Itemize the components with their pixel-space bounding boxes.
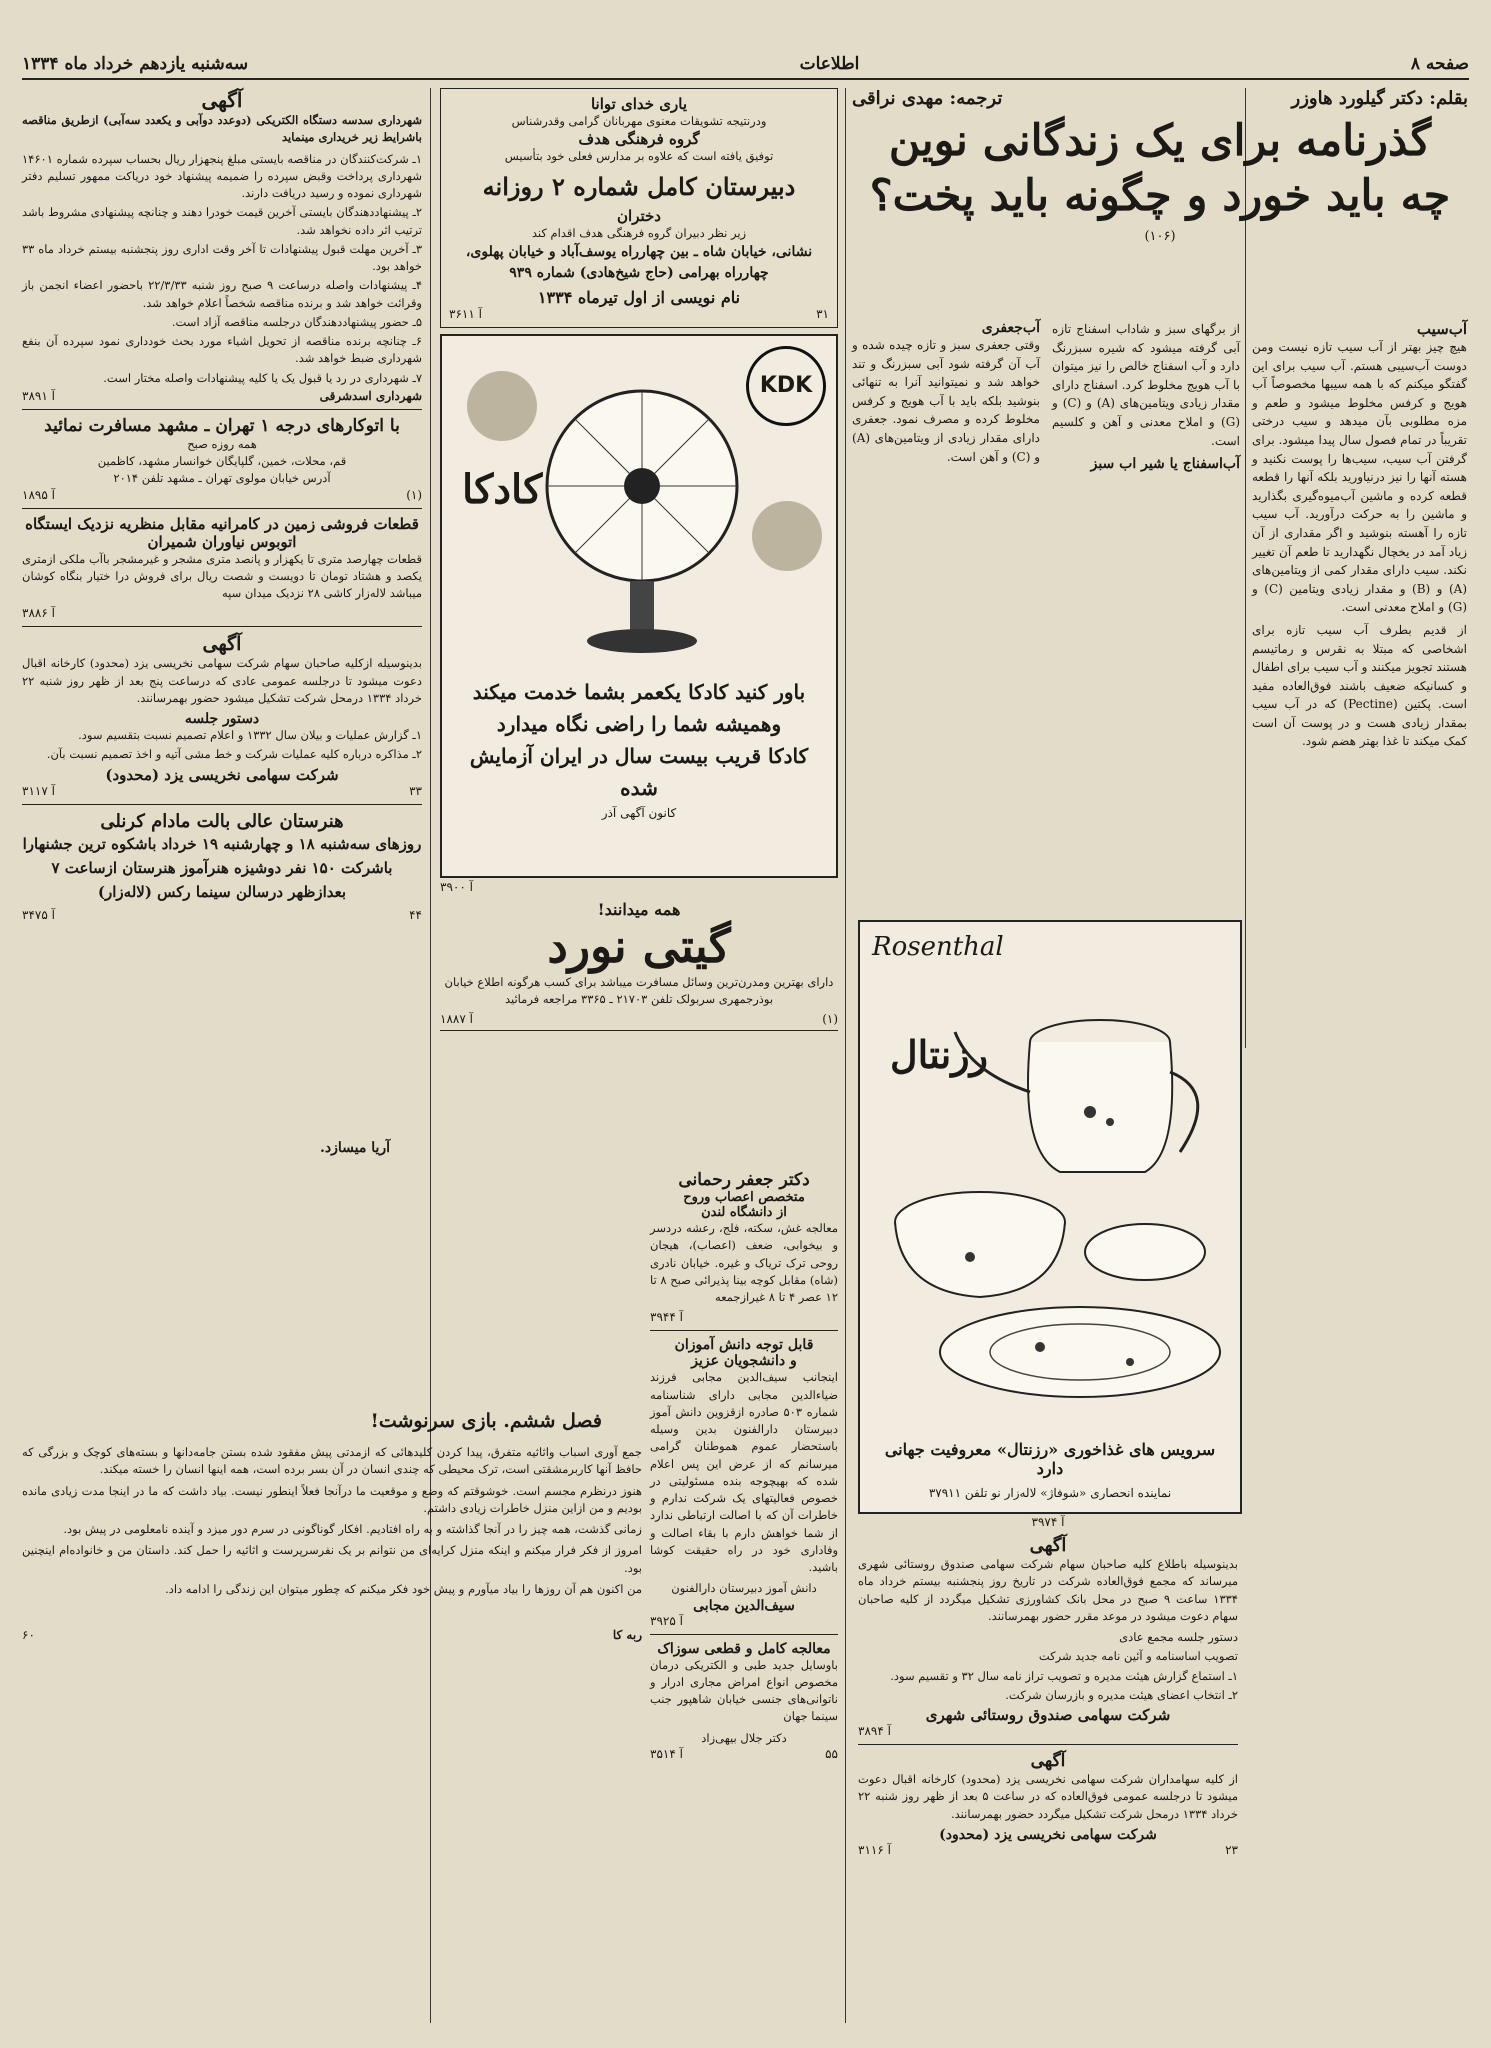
ad-item: ۱ـ شرکت‌کنندگان در مناقصه بایستی مبلغ پنجهزار ریال بحساب سپرده شماره ۱۴۶۰۱ شهرداری پرداخت وقبض سپرده را ضمیمه پیشنهاد خود دریاکت ممهور تسلیم دفتر شهرداری نموده و رسید دریافت دارند. bbox=[22, 151, 422, 200]
ad-item: ۷ـ شهرداری در رد یا قبول یک یا کلیه پیشنهادات واصله مختار است. bbox=[103, 370, 422, 385]
agenda-title: دستور جلسه bbox=[184, 711, 260, 727]
ad-title: آگهی bbox=[202, 633, 242, 656]
agahi-rural-fund bbox=[858, 1535, 1238, 1857]
agenda-item: ۲ـ مذاکره درباره کلیه عملیات شرکت و خط مشی آتیه و اخذ تصمیم نسبت بآن. bbox=[46, 747, 422, 762]
ballet-ad-body: روزهای سه‌شنبه ۱۸ و چهارشنبه ۱۹ خرداد باشکوه ترین جشنهارا باشرکت ۱۵۰ نفر دوشیزه هنرآموز هنرستان ازساعت ۷ بعدازظهر درسالن سینما رکس (لاله‌زار) bbox=[22, 834, 422, 901]
ad-line: دختران bbox=[617, 206, 661, 225]
registration-note: نام نویسی از اول تیرماه ۱۳۳۴ bbox=[537, 287, 741, 307]
column-rule bbox=[845, 88, 846, 2023]
fiction-serial bbox=[22, 1410, 642, 1642]
slogan-line: باور کنید کادکا یکعمر بشما خدمت میکند bbox=[472, 679, 806, 704]
rosenthal-logo: Rosenthal bbox=[872, 932, 1004, 962]
issue-date: سه‌شنبه یازدهم خرداد ماه ۱۳۳۴ bbox=[22, 54, 249, 74]
middle-narrow-column bbox=[650, 1170, 838, 1761]
ad-code: آ ۳۴۷۵ bbox=[22, 907, 55, 922]
hadaf-school-ad bbox=[440, 88, 838, 328]
ad-title: آگهی bbox=[1030, 1751, 1066, 1771]
ad-code: آ ۳۹۰۰ bbox=[440, 879, 473, 894]
column-rule bbox=[430, 88, 431, 2023]
feature-subtitle: چه باید خورد و چگونه باید پخت؟ bbox=[869, 170, 1451, 221]
ad-subtitle: شهرداری سدسه دستگاه الکتریکی (دوعدد دوآبی و یکعدد سه‌آبی) ازطریق مناقصه باشرایط زیر خریداری مینماید bbox=[22, 113, 422, 145]
ad-code: آ ۳۶۱۱ bbox=[449, 306, 482, 321]
ad-line: گروه فرهنگی هدف bbox=[578, 130, 700, 149]
feature-column-1 bbox=[1252, 320, 1467, 755]
school-title: دبیرستان کامل شماره ۲ روزانه bbox=[482, 171, 796, 201]
part-number: (۱۰۶) bbox=[1144, 228, 1176, 244]
section-body: وقتی جعفری سبز و تازه چیده شده و آب آن گرفته شود آبی سبزرنگ و تند خواهد شد و نمیتوانید آنرا به تنهائی بنوشید بلکه باید با آب هویج و کرفس مخلوط کرده و مصرف نمود. جعفری دارای مقدار زیادی از ویتامین‌های (A) و (C) و آهن است. bbox=[852, 338, 1040, 464]
rosenthal-agent: نماینده انحصاری «شوفاژ» لاله‌زار نو تلفن ۳۷۹۱۱ bbox=[928, 1486, 1172, 1500]
ad-line: زیر نظر دبیران گروه فرهنگی هدف اقدام کند bbox=[531, 225, 747, 240]
agenda-item: ۲ـ انتخاب اعضای هیئت مدیره و بازرسان شرکت. bbox=[1005, 1687, 1238, 1702]
giti-navard-ad bbox=[440, 900, 838, 1032]
ad-item: ۴ـ پیشنهادات واصله درساعت ۹ صبح روز شنبه ۲۲/۳/۳۳ باحضور اعضاء انجمن باز وقرائت خواهد شد و برنده مناقصه شخصاً اعلام خواهد شد. bbox=[22, 278, 423, 310]
students-body: اینجانب سیف‌الدین مجابی فرزند ضیاءالدین مجابی دارای شناسنامه شماره ۵۰۳ صادره ازقزوین دانش آموز دبیرستان دارالفنون بدین وسیله باستحضار عموم هموطنان گرامی میرسانم که از عرض این پس اعلام شده که بهیچوجه بنده مسئولیتی در خصوص فعالیتهای یک شرکت ندارم و خاطرات آن که با اصالت ارتباطی ندارد از شما خواهش دارم با بقاء اصالت و وفاداری خود در راه حقیقت کوشا باشید. bbox=[650, 1370, 838, 1574]
rosenthal-ad bbox=[858, 920, 1242, 1514]
giti-brand: گیتی نورد bbox=[547, 918, 731, 973]
kdk-slogan bbox=[456, 676, 822, 823]
ad-body: از کلیه سهامداران شرکت سهامی نخریسی یزد (محدود) کارخانه اقبال دعوت میشود تا درجلسه عمومی فوق‌العاده که در ساعت ۵ بعد از ظهر روز شنبه ۲۲ خرداد ۱۳۳۴ درمحل شرکت تشکیل میگردد حضور بهمرسانند. bbox=[858, 1772, 1238, 1821]
middle-column bbox=[440, 88, 838, 1037]
doctor-univ: از دانشگاه لندن bbox=[701, 1205, 787, 1220]
students-title: قابل توجه دانش آموزان bbox=[674, 1337, 814, 1354]
ad-item: ۵ـ حضور پیشنهاددهندگان درجلسه مناقصه آزاد است. bbox=[171, 314, 422, 329]
bus-line: آدرس خیابان مولوی تهران ـ مشهد تلفن ۲۰۱۴ bbox=[113, 471, 331, 486]
ad-line: توفیق یافته است که علاوه بر مدارس فعلی خود بتأسیس bbox=[504, 149, 774, 164]
ad-body: بدینوسیله ازکلیه صاحبان سهام شرکت سهامی نخریسی یزد (محدود) کارخانه اقبال دعوت میشود تا درجلسه عمومی عادی که درساعت پنج بعد از ظهر روز شنبه ۲۲ خرداد ۱۳۳۴ درمحل شرکت تشکیل میشود حضور بهمرسانند. bbox=[22, 656, 422, 705]
ad-item: ۳ـ آخرین مهلت قبول پیشنهادات تا آخر وقت اداری روز پنجشنبه بیستم خرداد ماه ۳۳ خواهد بود. bbox=[22, 241, 422, 273]
section-heading: آب‌جعفری bbox=[981, 320, 1040, 336]
kdk-brand: کادکا bbox=[462, 465, 543, 513]
ad-code: آ ۳۱۱۷ bbox=[22, 783, 55, 798]
slogan-line: کادکا قریب بیست سال در ایران آزمایش شده bbox=[469, 743, 809, 800]
ad-num: (۱) bbox=[822, 1012, 838, 1027]
ad-item: ۲ـ پیشنهاددهندگان بایستی آخرین قیمت خودرا دهند و چنانچه پیشنهادی مشروط باشد ترتیب اثر داده نخواهد شد. bbox=[22, 205, 422, 237]
ad-line: همه میدانند! bbox=[597, 899, 681, 919]
fiction-paragraph: جمع آوری اسباب واثاثیه متفرق، پیدا کردن کلیدهائی که ازمدتی پیش مفقود شده بستن جامه‌دانها و بسته‌های کوچک و بزرگی که حافظ آنها کاربرمشقتی است، ترک محیطی که چندی انسان در آن بسر برده است، همه اینها انسان را خسته میکند. bbox=[22, 1445, 642, 1477]
arya-note: آریا میسازد. bbox=[320, 1140, 391, 1156]
section-body: هیچ چیز بهتر از آب سیب تازه نیست ومن دوست آب‌سیبی هستم. آب سیب برای این گفتگو میکنم که با همه سیبها مخصوصاً آب هویج و کرفس مخلوط میشود و طعم و مزه مطلوبی بآن میدهد و سیب درختی تقریباً در تمام فصول سال پیدا میشود. برای گرفتن آب سیب، سیب‌ها را پوست نکنید و هسته آنها را نیز درنیاورید بلکه آنها را قطعه قطعه کرده و ماشین آب‌میوه‌گیری بگذارید و ماشین را به حرکت درآورید. آب سیب تازه را آهسته بنوشید و اگر مقداری از آن زیاد آمد در یخچال نگهدارید تا طعم آن تغییر نکند. سیب دارای مقدار کمی از ویتامین‌های (A) و (B) و مقدار زیادی ویتامین (C) و (G) و املاح معدنی است. bbox=[1252, 340, 1467, 615]
doctor-spec: متخصص اعصاب وروح bbox=[683, 1190, 805, 1205]
ad-line: ودرنتیجه تشویقات معنوی مهربانان گرامی وقدرشناس bbox=[511, 114, 767, 128]
rosenthal-caption: سرویس های غذاخوری «رزنتال» معروفیت جهانی دارد bbox=[870, 1440, 1230, 1478]
ad-num: ۴۴ bbox=[409, 907, 422, 922]
students-signature: دانش آموز دبیرستان دارالفنون bbox=[671, 1581, 817, 1596]
ad-code: آ ۱۸۹۵ bbox=[22, 487, 55, 502]
section-body: از برگهای سبز و شاداب اسفناج تازه آبی گرفته میشود که شیره سبزرنگ دارد و آب اسفناج خالص را نیز میتوان با آب هویج مخلوط کرد. اسفناج دارای مقدار زیادی ویتامین‌های (A) و (C) و (G) و املاح معدنی و آهن و کلسیم است. bbox=[1052, 322, 1240, 448]
section-heading: آب‌اسفناج یا شیر اب سبز bbox=[1090, 456, 1240, 473]
ad-code: آ ۳۵۱۴ bbox=[650, 1746, 683, 1761]
ad-code: آ ۳۸۹۱ bbox=[22, 388, 55, 403]
doctor-body: معالجه غش، سکته، فلج، رعشه دردسر و بیخوابی، ضعف (اعصاب)، هیجان روحی ترک تریاک و غیره. خیابان نادری (شاه) مقابل کوچه بینا پذیرائی صبح ۸ تا ۱۲ عصر ۴ تا ۸ غیرازجمعه bbox=[650, 1221, 838, 1304]
ad-signature: شرکت سهامی نخریسی یزد (محدود) bbox=[105, 765, 339, 784]
left-column bbox=[22, 88, 422, 922]
electro-title: معالجه کامل و قطعی سوزاک bbox=[657, 1640, 831, 1657]
ad-code: آ ۳۸۸۶ bbox=[22, 606, 55, 621]
school-address: نشانی، خیابان شاه ـ بین چهارراه یوسف‌آباد و خیابان پهلوی، چهارراه بهرامی (حاج شیخ‌هادی) شماره ۹۳۹ bbox=[465, 243, 813, 281]
students-signature-name: سیف‌الدین مجابی bbox=[693, 1597, 795, 1614]
agenda-item: دستور جلسه مجمع عادی bbox=[1119, 1630, 1238, 1644]
ballet-ad-title: هنرستان عالی بالت مادام کرنلی bbox=[100, 810, 344, 832]
agenda-item: ۱ـ استماع گزارش هیئت مدیره و تصویب تراز نامه سال ۳۲ و تقسیم سود. bbox=[890, 1668, 1238, 1683]
ad-code: آ ۳۸۹۴ bbox=[858, 1724, 891, 1738]
feature-title: گذرنامه برای یک زندگانی نوین bbox=[888, 116, 1432, 166]
kdk-logo: KDK bbox=[746, 346, 826, 426]
translator: ترجمه: مهدی نراقی bbox=[852, 88, 1003, 109]
land-ad-title: قطعات فروشی زمین در کامرانیه مقابل منظریه نزدیک ایستگاه اتوبوس نیاوران شمیران bbox=[25, 514, 419, 551]
ad-code: آ ۳۹۴۴ bbox=[650, 1310, 683, 1325]
rosenthal-code: آ ۳۹۷۴ bbox=[1031, 1515, 1065, 1529]
ad-num: (۱) bbox=[406, 487, 422, 502]
electro-body: باوسایل جدید طبی و الکتریکی درمان مخصوص انواع امراض مجاری ادرار و ناتوانی‌های جنسی خیابان شاهپور جنب سینما جهان bbox=[650, 1657, 838, 1724]
ad-code: آ ۳۹۲۵ bbox=[650, 1613, 683, 1628]
ad-code: آ ۳۱۱۶ bbox=[858, 1842, 891, 1857]
kdk-fan-ad bbox=[440, 334, 838, 878]
ad-signature: شرکت سهامی صندوق روستائی شهری bbox=[925, 1706, 1171, 1724]
fiction-title: فصل ششم. بازی سرنوشت! bbox=[370, 1410, 602, 1432]
ad-title: آگهی bbox=[1029, 1535, 1067, 1556]
fiction-paragraph: من اکنون هم آن روزها را بیاد میآورم و پیش خود فکر میکنم که چطور میتوان این زندگی را ادامه داد. bbox=[165, 1581, 642, 1596]
section-heading: آب‌سیب bbox=[1416, 320, 1467, 338]
section-body: از قدیم بطرف آب سیب تازه برای اشخاصی که مبتلا به نقرس و رماتیسم هستند تجویز میکنند و آب سیب برای اطفال و کسانیکه ضعیف باشند فوق‌العاده مفید است. پکتین (Pectine) که در آب سیب بمقدار زیادی هست و در پوست آن است کمک میکند تا غذا بهتر هضم شود. bbox=[1252, 622, 1467, 749]
ad-code: آ ۱۸۸۷ bbox=[440, 1012, 473, 1027]
ad-num: ۳۱ bbox=[816, 306, 829, 321]
bus-ad-title: با اتوکارهای درجه ۱ تهران ـ مشهد مسافرت نمائید bbox=[44, 415, 400, 436]
ad-item: ۶ـ چنانچه برنده مناقصه از تحویل اشیاء مورد بحث خودداری نمود سپرده آن بنفع شهرداری ضبط خواهد شد. bbox=[22, 334, 422, 366]
fiction-author: ربه کا bbox=[612, 1628, 642, 1642]
ad-num: ۲۳ bbox=[1225, 1842, 1238, 1857]
bus-line: قم، محلات، خمین، گلپایگان خوانسار مشهد، کاظمین bbox=[97, 454, 347, 468]
fiction-page: ۶۰ bbox=[22, 1628, 35, 1642]
ad-num: ۵۵ bbox=[825, 1746, 838, 1761]
ad-signature: شهرداری اسدشرقی bbox=[319, 388, 422, 403]
ad-line: یاری خدای توانا bbox=[590, 95, 688, 113]
land-ad-body: قطعات چهارصد متری تا یکهزار و پانصد متری مشجر و غیرمشجر باآب ملکی ازمتری یکصد و هشتاد تومان تا دویست و شصت ریال برای فروش درا ختیار بنگاه کوشان میباشد لاله‌زار کاشی ۲۸ نزدیک میدان سپه bbox=[22, 551, 422, 600]
ad-body: بدینوسیله باطلاع کلیه صاحبان سهام شرکت سهامی صندوق روستائی شهری میرساند که مجمع فوق‌العاده شرکت در تاریخ روز پنجشنبه بیستم خرداد ماه ۱۳۳۴ ساعت ۹ صبح در محل بانک کشاورزی تشکیل میگردد از کلیه صاحبان سهام دعوت میشود در موعد مقرر حضور بهمرسانند. bbox=[858, 1557, 1238, 1623]
ad-num: ۳۳ bbox=[409, 783, 422, 798]
slogan-line: وهمیشه شما را راضی نگاه میدارد bbox=[496, 711, 782, 736]
electro-signature: دکتر جلال بیهی‌زاد bbox=[701, 1730, 787, 1745]
giti-body: دارای بهترین ومدرن‌ترین وسائل مسافرت میباشد برای کسب هرگونه اطلاع خیابان بوذرجمهری سربولک تلفن ۲۱۷۰۳ ـ ۳۳۶۵ مراجعه فرمائید bbox=[444, 974, 834, 1007]
fiction-paragraph: هنوز درنظرم مجسم است. خوشوقتم که وضع و موقعیت ما درآنجا فعلاً اینطور نیست. بیاد داشت که ما در اینجا مدت زیادی مانده بودیم و من ازاین منزل خاطرات زیادی داشتم. bbox=[22, 1483, 642, 1515]
newspaper-name: اطلاعات bbox=[799, 54, 860, 74]
agenda-item: تصویب اساسنامه و آئین نامه جدید شرکت bbox=[1038, 1649, 1238, 1664]
teapot-illustration bbox=[860, 922, 1240, 1512]
ad-title: آگهی bbox=[201, 88, 243, 112]
agenda-item: ۱ـ گزارش عملیات و بیلان سال ۱۳۳۲ و اعلام تصمیم نسبت بتقسیم سود. bbox=[78, 728, 422, 742]
fiction-paragraph: امروز از فکر فرار میکنم و اینکه منزل کرایه‌ای من نتوانم بر یک نفرسرپرست و اثاثیه را حمل کند. داستان من و خانواده‌ام اینچنین بود. bbox=[22, 1543, 642, 1575]
page-header bbox=[22, 50, 1469, 80]
page-number: صفحه ۸ bbox=[1410, 54, 1469, 74]
bus-line: همه روزه صبح bbox=[187, 436, 257, 451]
byline: بقلم: دکتر گیلورد هاوزر bbox=[1291, 88, 1468, 109]
ad-signature: شرکت سهامی نخریسی یزد (محدود) bbox=[939, 1826, 1157, 1843]
feature-column-2 bbox=[1052, 320, 1240, 472]
fiction-paragraph: زمانی گذشت، همه چیز را در آنجا گذاشته و به راه افتادیم. افکار گوناگونی در سرم دور میزد و آینده نامعلومی در پیش بود. bbox=[63, 1522, 642, 1536]
rosenthal-brand: رزنتال bbox=[890, 1032, 988, 1077]
students-title-2: و دانشجویان عزیز bbox=[691, 1353, 797, 1370]
feature-column-3 bbox=[852, 320, 1040, 470]
doctor-name: دکتر جعفر رحمانی bbox=[678, 1170, 810, 1190]
feature-article bbox=[852, 88, 1468, 252]
agency-signature: کانون آگهی آذر bbox=[601, 805, 677, 820]
